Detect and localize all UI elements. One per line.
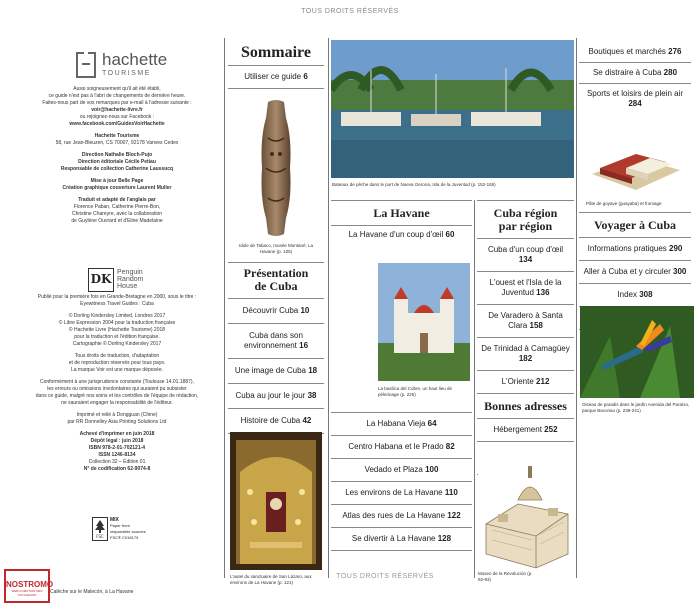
toc-entry[interactable]: Atlas des rues de La Havane 122 (342, 511, 461, 520)
imprint-line: Imprimé et relié à Dongguan (Chine) (76, 412, 158, 418)
toc-entry[interactable]: Vedado et Plaza 100 (364, 465, 439, 474)
fsc-label: FSC MIX Paper from responsible sources FSC® C018179 (92, 517, 152, 553)
toc-entry[interactable]: Histoire de Cuba 42 (240, 416, 312, 425)
presentation-section (228, 262, 324, 434)
imprint-line: de Guylène Ouvrard et d'Eline Madelaine (71, 218, 163, 224)
imprint-line: 58, rue Jean-Bleuzen, CS 70007, 92178 Vanves Cedex (55, 140, 179, 146)
imprint-line: Responsable de collection Catherine Laussucq (60, 166, 174, 172)
nostromo-stamp: NOSTROMO WEB COMPTOIR DES VOYAGEURS (4, 569, 50, 603)
imprint-line: Christine Chareyre, avec la collaboration (71, 211, 163, 217)
toc-entry[interactable]: Hébergement 252 (493, 425, 558, 434)
idol-image (246, 98, 306, 238)
toc-entry-intro[interactable]: Utiliser ce guide 6 (244, 72, 308, 81)
imprint-line: Conformément à une jurisprudence constante (Toulouse 14.01.1887), (40, 379, 194, 385)
divider-4 (576, 38, 577, 578)
imprint-line: Eyewitness Travel Guides : Cuba (80, 301, 154, 307)
imprint-line: © Libre Expression 2004 pour la traduction française (58, 320, 176, 326)
imprint-block (22, 86, 212, 225)
guava-cheese-image (586, 138, 686, 198)
imprint-line: N° de codification 62-9074-8 (83, 466, 151, 472)
sommaire-title: Sommaire (241, 44, 311, 61)
imprint-line: © Hachette Livre (Hachette Tourisme) 2018 (68, 327, 166, 333)
caption-altar: L'autel du sanctuaire de San Lázaro, aux environs de La Havane (p. 121) (230, 574, 312, 585)
imprint-line: Traduit et adapté de l'anglais par (78, 197, 156, 203)
toc-entry[interactable]: Découvrir Cuba 10 (242, 306, 310, 315)
imprint-line: par RR Donnelley Asia Printing Solutions Ltd (67, 419, 167, 425)
toc-entry[interactable]: Centro Habana et le Prado 82 (348, 442, 455, 451)
caption-guava: Pâte de goyave (guayaba) et fromage (586, 201, 662, 206)
bird-of-paradise-image (580, 306, 694, 398)
toc-entry[interactable]: Se distraire à Cuba 280 (592, 68, 678, 77)
imprint-line: et de reproduction réservés pour tous pays. (68, 360, 166, 366)
altar-image (230, 432, 322, 570)
toc-entry[interactable]: Sports et loisirs de plein air 284 (586, 89, 684, 108)
imprint-line: Collection 32 – Édition 01 (88, 459, 146, 465)
hachette-h-icon (76, 52, 96, 78)
toc-entry[interactable]: De Trinidad à Camagüey 182 (481, 344, 570, 363)
hachette-logo: hachette TOURISME (76, 52, 186, 86)
toc-entry[interactable]: Index 308 (617, 290, 653, 299)
voyager-title: Voyager à Cuba (593, 218, 676, 232)
museo-image (478, 444, 576, 572)
havane-title: La Havane (373, 206, 430, 220)
sommaire-column (228, 44, 324, 89)
fsc-tree-icon (92, 517, 108, 541)
imprint-line: Publié pour la première fois en Grande-Bretagne en 2000, sous le titre : (37, 294, 197, 300)
imprint-line: www.facebook.com/GuidesVoirHachette (69, 121, 165, 127)
basilica-image (378, 263, 470, 381)
havane-items (331, 412, 472, 551)
bonnes-adresses-title: Bonnes adresses (484, 399, 567, 413)
caption-bird: Oiseau de paradis dans le jardín Avenida del Paraíso, parque Baconao (p. 238-241) (582, 402, 690, 413)
imprint-line: © Dorling Kindersley Limited, Londres 2017 (68, 313, 166, 319)
caption-boats: Bateaux de pêche dans le port de Nueva Gerona, Isla de la Juventud (p. 152-155) (332, 182, 496, 187)
svg-text:FSC: FSC (96, 534, 104, 539)
divider-1 (224, 38, 225, 578)
toc-entry[interactable]: Boutiques et marchés 276 (588, 47, 682, 56)
toc-entry[interactable]: La Habana Vieja 64 (366, 419, 437, 428)
imprint-line: Dépôt légal : juin 2018 (90, 438, 144, 444)
toc-entry[interactable]: Aller à Cuba et y circuler 300 (583, 267, 687, 276)
imprint-line: dans ce guide, malgré nos soins et les contrôles de l'équipe de rédaction, (35, 393, 199, 399)
dk-text: Penguin Random House (117, 269, 144, 290)
toc-entry[interactable]: Se divertir à La Havane 128 (351, 534, 452, 543)
right-top-items (579, 42, 691, 114)
caption-idol: Idole de Tabaco, musée Montané, La Havane (p. 105) (239, 243, 313, 254)
legal-block (22, 294, 212, 473)
imprint-line: les erreurs ou omissions involontaires qui auraient pu subsister (47, 386, 187, 392)
toc-entry-havane-overview[interactable]: La Havane d'un coup d'œil 60 (348, 230, 455, 239)
toc-entry[interactable]: Informations pratiques 290 (587, 244, 683, 253)
regions-title: Cuba région par région (493, 206, 558, 233)
rights-footer: TOUS DROITS RÉSERVÉS (336, 573, 434, 580)
toc-entry[interactable]: L'Oriente 212 (501, 377, 550, 386)
caption-caleche: Calèche sur le Malecón, à La Havane (50, 589, 134, 595)
imprint-line: Cartographie © Dorling Kindersley 2017 (72, 341, 162, 347)
dk-logo: DK Penguin Random House (88, 268, 198, 292)
regions-section (477, 200, 574, 475)
imprint-line: voir@hachette-livre.fr (91, 107, 143, 113)
imprint-line: Mise à jour Belle Page (90, 178, 144, 184)
divider-3 (474, 200, 475, 578)
toc-entry[interactable]: L'ouest et l'Isla de la Juventud 136 (489, 278, 562, 297)
toc-entry[interactable]: Cuba au jour le jour 38 (235, 391, 317, 400)
imprint-line: ce guide n'est pas à l'abri de changements de dernière heure. (48, 93, 186, 99)
imprint-line: Création graphique couverture Laurent Muller (62, 185, 172, 191)
havane-section (331, 200, 472, 240)
presentation-title: Présentation de Cuba (243, 266, 309, 293)
imprint-line: Faites-nous part de vos remarques par e-mail à l'adresse suivante : (42, 100, 192, 106)
imprint-line: Direction éditoriale Cécile Petiau (78, 159, 156, 165)
imprint-line: ne sauraient engager la responsabilité de l'éditeur. (61, 400, 173, 406)
imprint-line: Tous droits de traduction, d'adaptation (74, 353, 160, 359)
toc-entry[interactable]: Une image de Cuba 18 (234, 366, 318, 375)
toc-entry[interactable]: Cuba d'un coup d'œil 134 (487, 245, 564, 264)
imprint-line: Achevé d'imprimer en juin 2018 (79, 431, 155, 437)
boats-image (331, 40, 574, 178)
toc-entry[interactable]: Cuba dans son environnement 16 (243, 331, 309, 350)
imprint-line: Aussi soigneusement qu'il ait été établi, (73, 86, 161, 92)
caption-basilica: La basilica del Cobre, un haut lieu de pèlerinage (p. 225) (378, 386, 453, 397)
imprint-line: ou rejoignez-nous sur Facebook : (79, 114, 155, 120)
toc-entry[interactable]: De Varadero à Santa Clara 158 (488, 311, 563, 330)
imprint-line: La marque Voir est une marque déposée. (70, 367, 163, 373)
caption-museo: Museo de la Revolución (p. 92-93) (478, 571, 533, 582)
imprint-line: ISSN 1246-8134 (98, 452, 136, 458)
imprint-line: ISBN 978-2-01-702121-4 (88, 445, 146, 451)
imprint-line: Florence Paban, Catherine Pierre-Bon, (73, 204, 161, 210)
rights-header: TOUS DROITS RÉSERVÉS (301, 8, 399, 15)
imprint-line: Hachette Tourisme (94, 133, 140, 139)
imprint-line: pour la traduction et l'édition française. (74, 334, 160, 340)
divider-2 (328, 38, 329, 578)
toc-entry[interactable]: Les environs de La Havane 110 (345, 488, 458, 497)
imprint-line: Direction Nathalie Bloch-Pujo (81, 152, 153, 158)
